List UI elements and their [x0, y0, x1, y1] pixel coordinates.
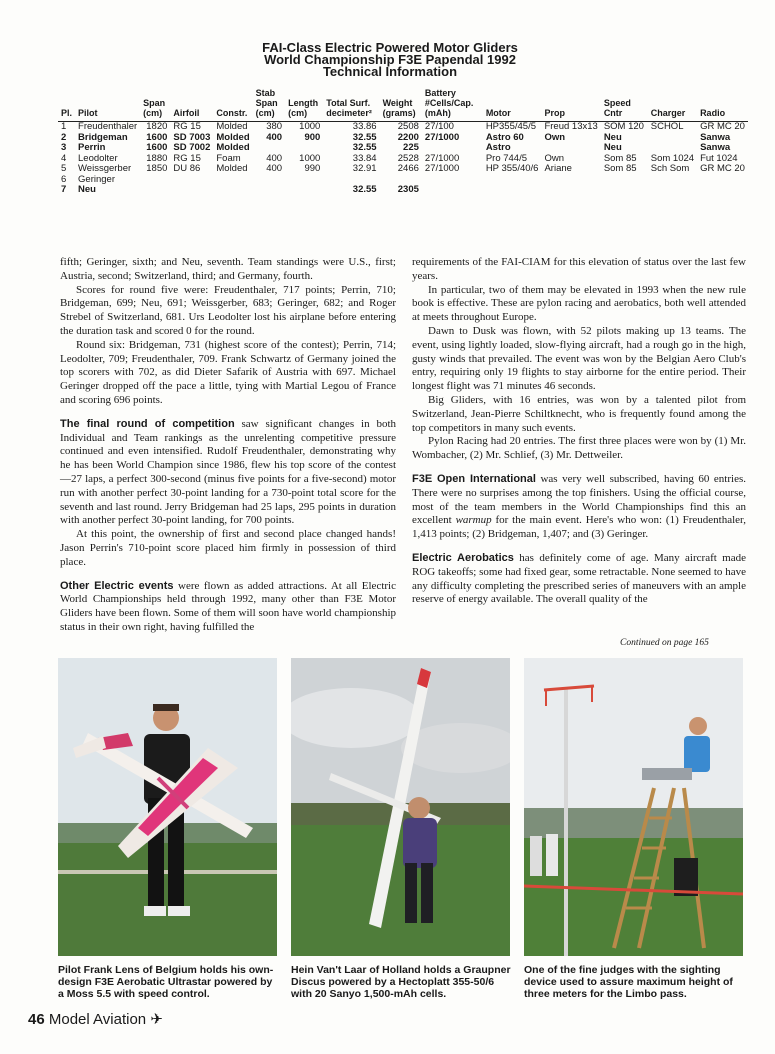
table-cell: 900 — [304, 131, 321, 143]
table-cell — [601, 175, 648, 186]
paragraph: Big Gliders, with 16 entries, was won by a talented pilot from Switzerland, Jean-Pierre Schiltknecht, who is frequently found among the top competitors in many such events. — [412, 393, 746, 434]
table-cell: 2305 — [397, 184, 419, 195]
table-cell — [140, 175, 170, 186]
table-cell: SOM 120 — [603, 121, 644, 132]
table-cell: Molded — [216, 142, 250, 153]
table-cell — [483, 175, 542, 186]
photo-caption: One of the fine judges with the sighting device used to assure maximum height of three meters for the Limbo pass. — [524, 964, 733, 1000]
table-cell: 1880 — [146, 152, 168, 164]
table-cell: 400 — [266, 152, 283, 164]
table-cell: SD 7002 — [173, 142, 211, 153]
table-cell: 1600 — [146, 131, 168, 143]
table-header-cell: Speed Cntr — [601, 88, 648, 122]
magazine-name: Model Aviation — [48, 1011, 147, 1028]
table-cell: Bridgeman — [78, 131, 128, 143]
paragraph: Scores for round five were: Freudenthaler, 717 points; Perrin, 710; Bridgeman, 699; Neu, 691; Weissgerber, 683; Geringer, 682; and Roger Strebel of Switzerland, 681. Urs Leodolter lost his airplane before entering the duration task and scored 0 for the round. — [60, 283, 396, 337]
table-cell — [483, 185, 542, 196]
table-cell: Molded — [216, 121, 248, 132]
table-cell — [422, 175, 483, 186]
table-cell: Weissgerber — [78, 163, 132, 174]
photo-caption: Pilot Frank Lens of Belgium holds his own-design F3E Aerobatic Ultrastar powered by a Moss 5.5 with speed control. — [58, 964, 274, 1000]
title-line-1: FAI-Class Electric Powered Motor Gliders — [262, 40, 518, 55]
table-cell: 32.55 — [352, 142, 377, 153]
technical-info-table — [58, 88, 748, 196]
paragraph: Other Electric events were flown as added attractions. At all Electric World Championships held through 1992, many other than F3E Motor Gliders have been flown. Some of them will soon have world championship status in their own right, having fulfilled the — [60, 579, 396, 633]
table-cell: Som 1024 — [650, 152, 695, 164]
run-in-heading: Other Electric events — [60, 579, 174, 592]
table-header-cell: Pl. — [58, 88, 75, 122]
table-header-cell: Total Surf. decimeter² — [323, 88, 379, 122]
paragraph: Round six: Bridgeman, 731 (highest score of the contest); Perrin, 714; Leodolter, 709; Freudenthaler, 709. Frank Schwartz of Germany joined the top scorers with 702, as did Dieter Safarik of Austria with 697. Michael Geringer dropped off the pace a little, tying with Martial Legou of France and scoring 696 points. — [60, 338, 396, 406]
table-cell: Perrin — [78, 142, 106, 153]
table-cell: Neu — [603, 131, 622, 143]
paragraph: At this point, the ownership of first and second place changed hands! Jason Perrin's 710-point score placed him firmly in possession of third place. — [60, 528, 396, 568]
table-cell — [253, 175, 285, 186]
table-cell — [697, 185, 748, 196]
table-cell: 1000 — [299, 121, 321, 132]
table-cell: Molded — [216, 163, 248, 174]
table-cell — [648, 133, 697, 144]
table-cell: 32.55 — [352, 184, 377, 195]
table-cell: 2466 — [397, 163, 419, 174]
table-cell — [422, 143, 483, 154]
table-cell: 990 — [304, 163, 321, 174]
table-row — [58, 164, 748, 175]
table-header-cell: Stab Span (cm) — [253, 88, 285, 122]
table-cell — [285, 143, 323, 154]
table-cell — [541, 185, 600, 196]
table-cell: 32.55 — [352, 131, 377, 143]
table-cell: 400 — [266, 131, 283, 143]
table-cell: HP355/45/5 — [485, 121, 536, 132]
table-cell: Neu — [603, 142, 622, 153]
photo-man-with-glider — [291, 658, 510, 956]
table-cell — [422, 185, 483, 196]
table-cell: DU 86 — [173, 163, 201, 174]
table-cell: Som 85 — [603, 152, 637, 164]
table-header-cell: Charger — [648, 88, 697, 122]
table-header-cell: Length (cm) — [285, 88, 323, 122]
paragraph: requirements of the FAI-CIAM for this elevation of status over the last few years. — [412, 256, 746, 282]
table-header-cell: Span (cm) — [140, 88, 170, 122]
table-cell: Ariane — [544, 163, 572, 174]
table-cell: GR MC 20 — [700, 163, 745, 174]
table-cell — [601, 185, 648, 196]
page-footer — [28, 1010, 163, 1028]
table-cell: Leodolter — [78, 152, 118, 164]
table-cell: Som 85 — [603, 163, 637, 174]
table-cell: 27/1000 — [424, 152, 460, 164]
table-cell: Sanwa — [700, 131, 731, 143]
table-cell: 400 — [266, 163, 283, 174]
table-cell: 4 — [61, 152, 67, 164]
table-cell: SD 7003 — [173, 131, 211, 143]
table-header-cell: Motor — [483, 88, 542, 122]
airplane-icon: ✈ — [150, 1011, 163, 1028]
table-cell: Astro — [485, 142, 511, 153]
paragraph: fifth; Geringer, sixth; and Neu, seventh. Team standings were U.S., first; Austria, second; Switzerland, third; and Germany, fourth. — [60, 256, 396, 282]
table-cell: 2200 — [397, 131, 419, 143]
table-cell: 2508 — [397, 121, 419, 132]
left-text-column — [60, 256, 396, 635]
table-cell — [213, 185, 252, 196]
table-row — [58, 185, 748, 196]
table-cell: Sch Som — [650, 163, 690, 174]
table-header-cell: Constr. — [213, 88, 252, 122]
table-cell: 27/100 — [424, 121, 454, 132]
table-cell: Freud 13x13 — [544, 121, 598, 132]
table-cell — [541, 175, 600, 186]
table-cell: Foam — [216, 152, 241, 164]
table-cell — [285, 175, 323, 186]
table-cell: 3 — [61, 142, 67, 153]
paragraph: F3E Open International was very well subscribed, having 60 entries. There were no surprises among the top finishers. Using the official course, most of the team members in the World Championships find this an excellent warmup for the main event. Here's who won: (1) Freudenthaler, 1,413 points; (2) Bridgeman, 1,407; and (3) Geringer. — [412, 472, 746, 541]
table-cell: Own — [544, 152, 565, 164]
table-cell — [648, 175, 697, 186]
table-cell: Sanwa — [700, 142, 731, 153]
photo-pilot-with-aerobatic-plane — [58, 658, 277, 956]
table-cell: RG 15 — [173, 121, 201, 132]
table-cell — [648, 185, 697, 196]
table-cell: 1600 — [146, 142, 168, 153]
table-cell — [140, 185, 170, 196]
table-cell: 27/1000 — [424, 163, 460, 174]
photo-caption: Hein Van't Laar of Holland holds a Graupner Discus powered by a Hectoplatt 355-50/6 with 20 Sanyo 1,500-mAh cells. — [291, 964, 511, 1000]
table-cell: 2528 — [397, 152, 419, 164]
table-cell: 32.91 — [352, 163, 377, 174]
table-cell: GR MC 20 — [700, 121, 745, 132]
title-line-2: World Championship F3E Papendal 1992 — [264, 52, 516, 67]
table-cell: Pro 744/5 — [485, 152, 528, 164]
table-cell — [697, 175, 748, 186]
paragraph: Dawn to Dusk was flown, with 52 pilots making up 13 teams. The event, using lightly loaded, slow-flying aircraft, had a rough go in the high, gusty winds that prevailed. The event was won by the Belgian Aero Club's entry, requiring only 19 flights to stay airborne for the entire period. Their longest flight was 71 minutes 46 seconds. — [412, 324, 746, 393]
run-in-heading: F3E Open International — [412, 472, 536, 485]
table-cell — [541, 143, 600, 154]
table-cell: 27/1000 — [424, 131, 460, 143]
table-row — [58, 143, 748, 154]
table-header-cell: Battery #Cells/Cap. (mAh) — [422, 88, 483, 122]
table-cell — [253, 185, 285, 196]
table-header-cell: Pilot — [75, 88, 140, 122]
right-text-column — [412, 256, 746, 607]
table-cell: Astro 60 — [485, 131, 524, 143]
table-cell: HP 355/40/6 — [485, 163, 539, 174]
page-number: 46 — [28, 1011, 45, 1028]
paragraph: Electric Aerobatics has definitely come of age. Many aircraft made ROG takeoffs; some had fixed gear, some retractable. None seemed to have any difficulty completing the prescribed series of maneuvers with an ample reserve of energy available. The overall quality of the — [412, 551, 747, 606]
table-cell: 1000 — [299, 152, 321, 164]
table-header-cell: Airfoil — [170, 88, 213, 122]
paragraph: Pylon Racing had 20 entries. The first three places were won by (1) Mr. Wombacher, (2) Mr. Schlief, (3) Mr. Dettweiler. — [412, 435, 746, 462]
table-cell: 33.84 — [352, 152, 377, 164]
continued-note: Continued on page 165 — [620, 638, 709, 648]
paragraph: The final round of competition saw significant changes in both Individual and Team rankings as the unrelenting competitive pressure continued and even intensified. Rudolf Freudenthaler, demonstrating why he has been World Champion since 1986, flew his top score of the contest—27 laps, a perfect 300-second (minus five points for a five-second) motor run with another perfect 30-point landing for a 730-point total score for the seventh and last round. Jerry Bridgeman had 25 laps, 295 points in duration with another perfect 30-point landing, for 700 points. — [60, 417, 396, 527]
table-cell: 5 — [61, 163, 67, 174]
photo-judge-on-ladder — [524, 658, 743, 956]
table-header-cell: Radio — [697, 88, 748, 122]
table-cell — [213, 175, 252, 186]
table-cell: 1 — [61, 121, 67, 132]
table-cell: Neu — [78, 184, 96, 195]
table-cell — [285, 185, 323, 196]
table-row — [58, 122, 748, 133]
run-in-heading: The final round of competition — [60, 417, 235, 430]
table-cell — [170, 175, 213, 186]
table-header-cell: Weight (grams) — [380, 88, 422, 122]
table-cell — [170, 185, 213, 196]
table-header-row — [58, 88, 748, 122]
table-cell: SCHOL — [650, 121, 684, 132]
paragraph: In particular, two of them may be elevated in 1993 when the new rule book is effective. These are pylon racing and aerobatics, both well attended at meets throughout Europe. — [412, 283, 746, 324]
run-in-heading: Electric Aerobatics — [412, 551, 514, 564]
table-cell: 225 — [403, 142, 419, 153]
table-cell: 2 — [61, 131, 67, 143]
table-cell: RG 15 — [173, 152, 201, 164]
table-cell: Fut 1024 — [700, 152, 738, 164]
table-cell — [253, 143, 285, 154]
table-cell: Freudenthaler — [78, 121, 138, 132]
table-cell: Molded — [216, 131, 250, 143]
article-title-block — [200, 42, 580, 78]
table-cell: Geringer — [78, 173, 115, 185]
table-cell: 6 — [61, 173, 67, 185]
table-header-cell: Prop — [541, 88, 600, 122]
table-cell: 7 — [61, 184, 67, 195]
table-cell: 380 — [266, 121, 283, 132]
table-cell — [648, 143, 697, 154]
title-line-3: Technical Information — [322, 64, 458, 79]
table-cell: 1850 — [146, 163, 168, 174]
table-cell: Own — [544, 131, 566, 143]
table-cell: 33.86 — [352, 121, 377, 132]
table-cell: 1820 — [146, 121, 168, 132]
